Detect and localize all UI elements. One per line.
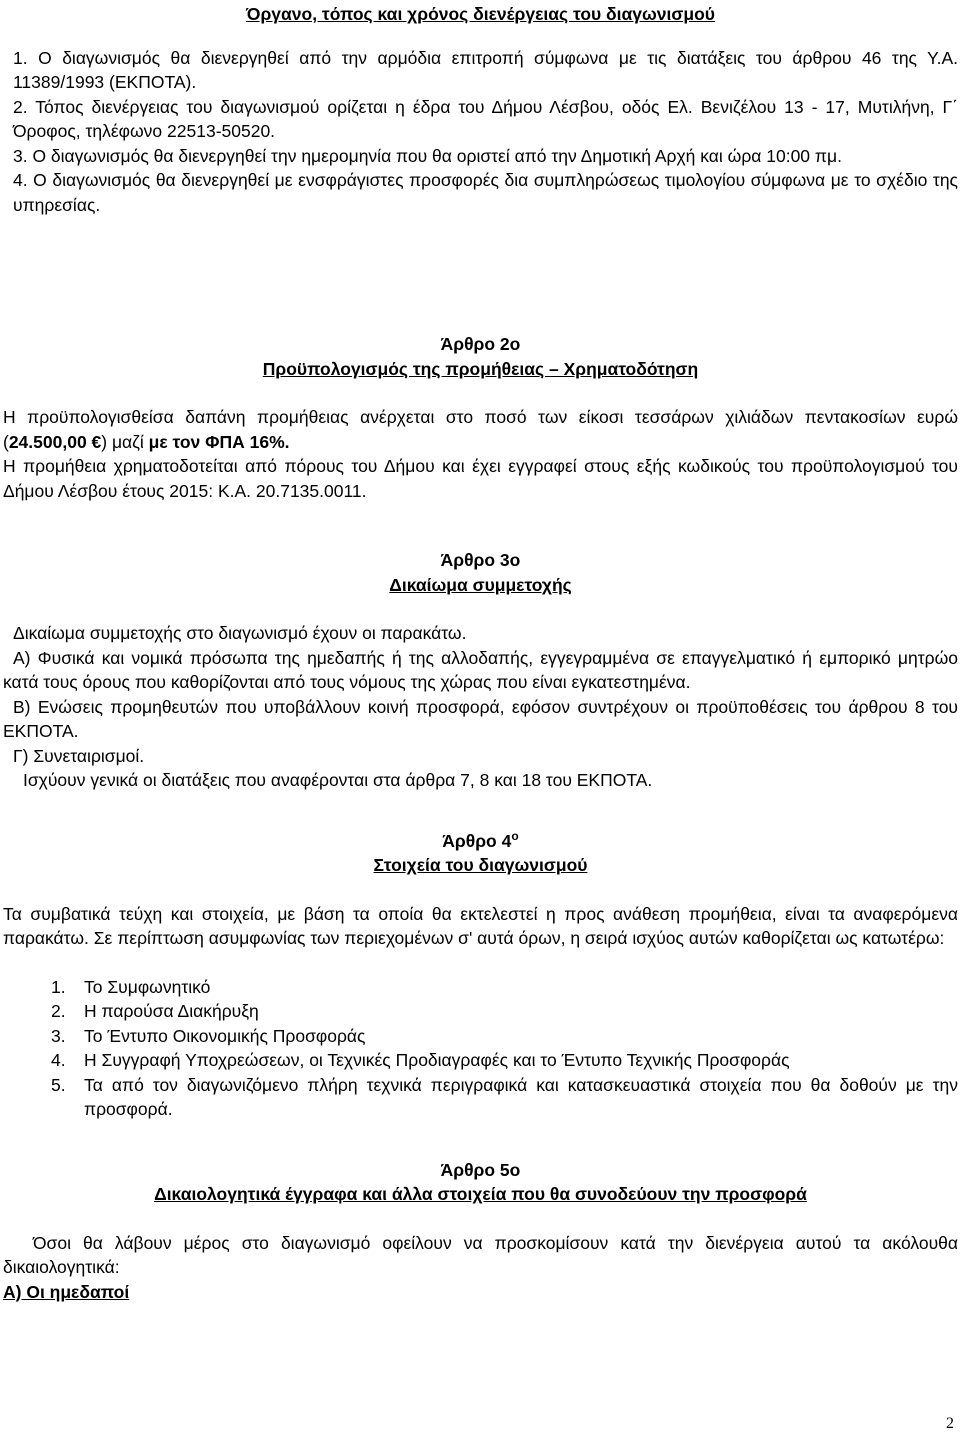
contract-documents-list [3, 975, 958, 1122]
document-page [3, 0, 958, 1304]
article-4-subtitle: Στοιχεία του διαγωνισμού [373, 855, 588, 875]
section-heading: Όργανο, τόπος και χρόνος διενέργειας του διαγωνισμού [246, 4, 715, 24]
article-3-intro: Δικαίωμα συμμετοχής στο διαγωνισμό έχουν οι παρακάτω. [13, 623, 467, 643]
page-number: 2 [946, 1415, 954, 1432]
article-3-provisions: Ισχύουν γενικά οι διατάξεις που αναφέρονται στα άρθρα 7, 8 και 18 του ΕΚΠΟΤΑ. [23, 770, 653, 790]
list-item: 2. Η παρούσα Διακήρυξη [51, 1001, 259, 1021]
article-2-subtitle: Προϋπολογισμός της προμήθειας – Χρηματοδότηση [262, 358, 699, 379]
organ-item-1: 1. Ο διαγωνισμός θα διενεργηθεί από την αρμόδια επιτροπή σύμφωνα με τις διατάξεις του άρθρου 46 της Υ.Α. 11389/1993 (ΕΚΠΟΤΑ). [13, 47, 958, 92]
article-2-paragraph-1: Η προϋπολογισθείσα δαπάνη προμήθειας ανέρχεται στο ποσό των είκοσι τεσσάρων χιλιάδων πεντακοσίων ευρώ (24.500,00 €) μαζί με τον ΦΠΑ 16%. [3, 407, 958, 452]
list-item: 3. Το Έντυπο Οικονομικής Προσφοράς [51, 1025, 366, 1046]
article-3-subtitle: Δικαίωμα συμμετοχής [389, 574, 572, 595]
article-5-paragraph: Όσοι θα λάβουν μέρος στο διαγωνισμό οφείλουν να προσκομίσουν κατά την διενέργεια αυτού τα ακόλουθα δικαιολογητικά: [3, 1232, 958, 1277]
article-4-title: Άρθρο $4^o$ [442, 828, 519, 851]
article-4-paragraph: Τα συμβατικά τεύχη και στοιχεία, με βάση τα οποία θα εκτελεστεί η προς ανάθεση προμήθεια, είναι τα αναφερόμενα παρακάτω. Σε περίπτωση ασυμφωνίας των περιεχομένων σ' αυτά όρων, η σειρά ισχύος αυτών καθορίζεται ως κατωτέρω: [3, 903, 958, 948]
article-3-item-c: Γ) Συνεταιρισμοί. [13, 745, 145, 766]
article-5-section-a: Α) Οι ημεδαποί [3, 1281, 130, 1302]
organ-item-4: 4. Ο διαγωνισμός θα διενεργηθεί με ενσφράγιστες προσφορές δια συμπληρώσεως τιμολογίου σύμφωνα με το σχέδιο της υπηρεσίας. [13, 170, 958, 215]
article-5-title: Άρθρο 5ο [440, 1159, 521, 1180]
organ-item-2: 2. Τόπος διενέργειας του διαγωνισμού ορίζεται η έδρα του Δήμου Λέσβου, οδός Ελ. Βενιζέλου 13 - 17, Μυτιλήνη, Γ΄ Όροφος, τηλέφωνο 22513-50520. [13, 96, 958, 141]
article-3-item-b: Β) Ενώσεις προμηθευτών που υποβάλλουν κοινή προσφορά, εφόσον συντρέχουν οι προϋποθέσεις του άρθρου 8 του ΕΚΠΟΤΑ. [3, 696, 958, 741]
list-item: 5. Τα από τον διαγωνιζόμενο πλήρη τεχνικά περιγραφικά και κατασκευαστικά στοιχεία που θα δοθούν με την προσφορά. [51, 1074, 958, 1119]
article-5-subtitle: Δικαιολογητικά έγγραφα και άλλα στοιχεία που θα συνοδεύουν την προσφορά [154, 1184, 807, 1204]
article-3-title: Άρθρο 3ο [440, 550, 521, 570]
article-2-title: Άρθρο 2ο [440, 334, 521, 354]
article-2-paragraph-2: Η προμήθεια χρηματοδοτείται από πόρους του Δήμου και έχει εγγραφεί στους εξής κωδικούς του προϋπολογισμού του Δήμου Λέσβου έτους 2015: Κ.Α. 20.7135.0011. [3, 456, 958, 501]
list-item: 4. Η Συγγραφή Υποχρεώσεων, οι Τεχνικές Προδιαγραφές και το Έντυπο Τεχνικής Προσφοράς [51, 1050, 790, 1070]
organ-item-3: 3. Ο διαγωνισμός θα διενεργηθεί την ημερομηνία που θα οριστεί από την Δημοτική Αρχή και ώρα 10:00 πμ. [13, 145, 842, 166]
list-item: 1. Το Συμφωνητικό [51, 976, 211, 997]
article-3-item-a: Α) Φυσικά και νομικά πρόσωπα της ημεδαπής ή της αλλοδαπής, εγγεγραμμένα σε επαγγελματικό ή εμπορικό μητρώο κατά τους όρους που καθορίζονται από τους νόμους της χώρας που είναι εγκατεστημένα. [3, 647, 958, 692]
